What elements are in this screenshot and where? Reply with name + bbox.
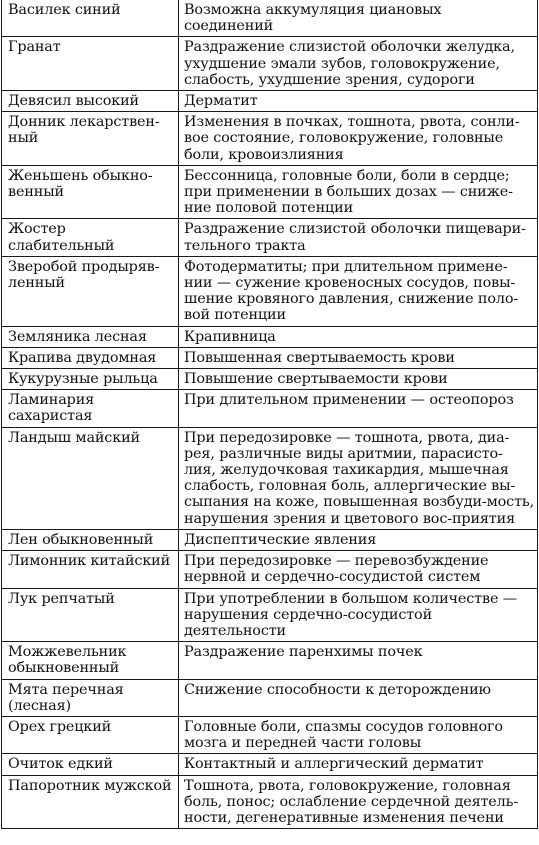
plant-name-cell: Лимонник китайский [2,551,179,588]
table-row [2,551,538,588]
plant-name-cell: Мята перечная (лесная) [2,679,179,716]
side-effect-cell: При употреблении в большом количестве — нарушения сердечно-сосудистой деятельности [179,588,538,642]
table-row [2,679,538,716]
side-effect-cell: При передозировке — перевозбуждение нервной и сердечно-сосудистой систем [179,551,538,588]
plant-name-cell: Девясил высокий [2,91,179,112]
plant-name-cell: Василек синий [2,0,179,37]
plant-name-cell: Жостер слабительный [2,219,179,256]
side-effect-cell: При передозировке — тошнота, рвота, диа-рея, различные виды аритмии, парасисто-лия, желудочковая тахикардия, мышечная слабость, головная боль, аллергические вы-сыпания на коже, повышенная возбуди-мость, нарушения зрения и цветового вос-приятия [179,427,538,529]
plant-name-cell: Папоротник мужской [2,775,179,829]
plant-name-cell: Зверобой продыряв-ленный [2,256,179,326]
table-row [2,642,538,679]
table-row [2,716,538,753]
side-effect-cell: Повышенная свертываемость крови [179,347,538,368]
table-row [2,165,538,219]
table-row [2,427,538,529]
herb-side-effects-table [1,0,538,829]
plant-name-cell: Лук репчатый [2,588,179,642]
side-effect-cell: Диспептические явления [179,529,538,550]
plant-name-cell: Ламинария сахаристая [2,390,179,427]
table-row [2,91,538,112]
plant-name-cell: Можжевельник обыкновенный [2,642,179,679]
table-row [2,326,538,347]
table-row [2,112,538,166]
plant-name-cell: Донник лекарствен-ный [2,112,179,166]
side-effect-cell: Снижение способности к деторождению [179,679,538,716]
plant-name-cell: Очиток едкий [2,754,179,775]
plant-name-cell: Гранат [2,37,179,91]
table-row [2,588,538,642]
side-effect-cell: Повышение свертываемости крови [179,369,538,390]
side-effect-cell: Раздражение слизистой оболочки желудка, ухудшение эмали зубов, головокружение, слабость, ухудшение зрения, судороги [179,37,538,91]
table-row [2,529,538,550]
side-effect-cell: Крапивница [179,326,538,347]
side-effect-cell: Дерматит [179,91,538,112]
table-row [2,754,538,775]
plant-name-cell: Кукурузные рыльца [2,369,179,390]
side-effect-cell: Головные боли, спазмы сосудов головного мозга и передней части головы [179,716,538,753]
side-effect-cell: Бессонница, головные боли, боли в сердце; при применении в больших дозах — сниже-ние половой потенции [179,165,538,219]
side-effect-cell: Раздражение паренхимы почек [179,642,538,679]
table-row [2,0,538,37]
side-effect-cell: Изменения в почках, тошнота, рвота, сонли-вое состояние, головокружение, головные боли, кровоизлияния [179,112,538,166]
plant-name-cell: Ландыш майский [2,427,179,529]
table-row [2,37,538,91]
plant-name-cell: Крапива двудомная [2,347,179,368]
side-effect-cell: Фотодерматиты; при длительном примене-нии — сужение кровеносных сосудов, повы-шение кровяного давления, снижение поло-вой потенции [179,256,538,326]
table-row [2,775,538,829]
plant-name-cell: Женьшень обыкно-венный [2,165,179,219]
plant-name-cell: Орех грецкий [2,716,179,753]
table-row [2,390,538,427]
plant-name-cell: Лен обыкновенный [2,529,179,550]
table-row [2,369,538,390]
plant-name-cell: Земляника лесная [2,326,179,347]
table-row [2,347,538,368]
side-effect-cell: При длительном применении — остеопороз [179,390,538,427]
side-effect-cell: Возможна аккумуляция циановых соединений [179,0,538,37]
side-effect-cell: Тошнота, рвота, головокружение, головная боль, понос; ослабление сердечной деятель-ности, дегенеративные изменения печени [179,775,538,829]
side-effect-cell: Раздражение слизистой оболочки пищевари-тельного тракта [179,219,538,256]
table-row [2,219,538,256]
table-row [2,256,538,326]
side-effect-cell: Контактный и аллергический дерматит [179,754,538,775]
